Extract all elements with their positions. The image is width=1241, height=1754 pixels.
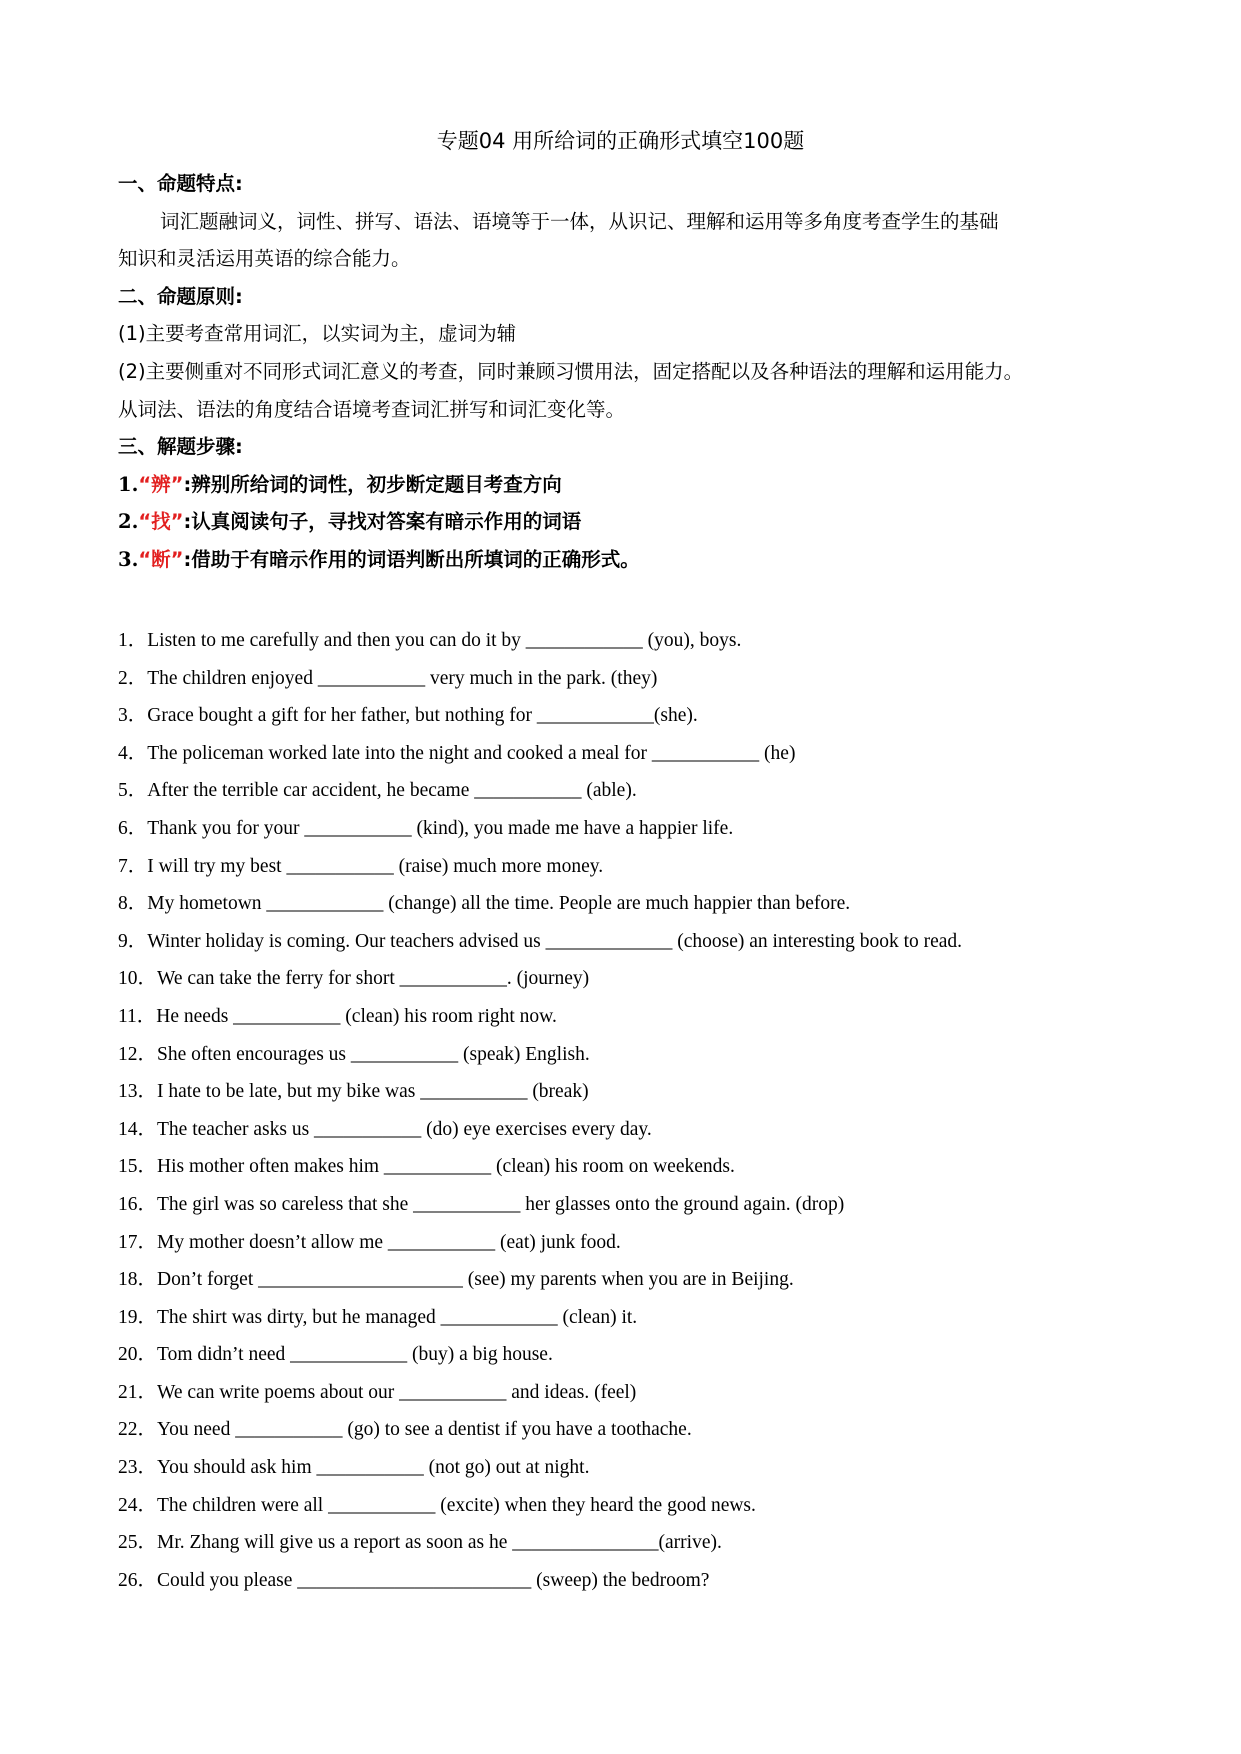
question-item — [118, 697, 1128, 735]
question-item — [118, 1036, 1128, 1074]
question-item — [118, 1336, 1128, 1374]
question-text: I will try my best ___________ (raise) much more money. — [147, 855, 604, 877]
features-text-line-1: 词汇题融词义，词性、拼写、语法、语境等于一体，从识记、理解和运用等多角度考查学生的基础 — [160, 209, 999, 233]
question-number: 2． — [118, 667, 148, 689]
question-text: Mr. Zhang will give us a report as soon as he _______________(arrive). — [157, 1532, 722, 1554]
step-text: :借助于有暗示作用的词语判断出所填词的正确形式。 — [183, 547, 640, 571]
question-item — [118, 772, 1128, 810]
question-number: 4． — [118, 742, 148, 764]
step-number: 3. — [118, 547, 139, 571]
question-item — [118, 998, 1128, 1036]
question-item — [118, 848, 1128, 886]
features-text-line-2: 知识和灵活运用英语的综合能力。 — [118, 247, 411, 271]
step-item — [118, 541, 1128, 579]
step-text: :辨别所给词的词性，初步断定题目考查方向 — [183, 472, 562, 496]
principle-2-line-2: 从词法、语法的角度结合语境考查词汇拼写和词汇变化等。 — [118, 397, 626, 421]
question-text: I hate to be late, but my bike was ___________ (break) — [157, 1081, 589, 1103]
question-item — [118, 1411, 1128, 1449]
question-number: 12． — [118, 1043, 158, 1065]
question-item — [118, 622, 1128, 660]
step-keyword: “断” — [138, 547, 184, 571]
question-item — [118, 1449, 1128, 1487]
question-number: 7． — [118, 855, 148, 877]
step-number: 1. — [118, 472, 139, 496]
question-number: 10． — [118, 968, 158, 990]
question-text: Could you please ________________________ (sweep) the bedroom? — [157, 1569, 710, 1591]
question-number: 26． — [118, 1569, 158, 1591]
question-number: 6． — [118, 817, 148, 839]
question-item — [118, 1261, 1128, 1299]
question-number: 15． — [118, 1156, 158, 1178]
question-text: The teacher asks us ___________ (do) eye exercises every day. — [157, 1118, 652, 1140]
question-item — [118, 1148, 1128, 1186]
question-number: 16． — [118, 1193, 158, 1215]
question-text: We can take the ferry for short ___________. (journey) — [157, 968, 590, 990]
question-text: The policeman worked late into the night and cooked a meal for ___________ (he) — [147, 742, 796, 764]
principle-2-line-1: (2)主要侧重对不同形式词汇意义的考查，同时兼顾习惯用法，固定搭配以及各种语法的理解和运用能力。 — [118, 359, 1024, 383]
question-item — [118, 1111, 1128, 1149]
question-text: After the terrible car accident, he became ___________ (able). — [147, 780, 637, 802]
question-text: The girl was so careless that she ___________ her glasses onto the ground again. (drop) — [157, 1193, 845, 1215]
question-number: 3． — [118, 705, 148, 727]
steps-heading: 三、解题步骤: — [118, 435, 243, 459]
question-text: Thank you for your ___________ (kind), you made me have a happier life. — [147, 817, 734, 839]
question-text: Tom didn’t need ____________ (buy) a big house. — [157, 1344, 553, 1366]
question-number: 17． — [118, 1231, 158, 1253]
question-number: 9． — [118, 930, 148, 952]
question-number: 25． — [118, 1532, 158, 1554]
question-item — [118, 1186, 1128, 1224]
features-heading: 一、命题特点: — [118, 172, 243, 195]
question-text: He needs ___________ (clean) his room right now. — [156, 1005, 557, 1027]
question-item — [118, 960, 1128, 998]
question-item — [118, 923, 1128, 961]
principles-heading: 二、命题原则: — [118, 284, 243, 308]
question-number: 19． — [118, 1306, 158, 1328]
question-item — [118, 1299, 1128, 1337]
question-item — [118, 1224, 1128, 1262]
question-text: The shirt was dirty, but he managed ____________ (clean) it. — [157, 1306, 638, 1328]
question-number: 18． — [118, 1269, 158, 1291]
question-number: 8． — [118, 893, 148, 915]
question-text: You need ___________ (go) to see a dentist if you have a toothache. — [157, 1419, 692, 1441]
question-text: Grace bought a gift for her father, but nothing for ____________(she). — [147, 705, 698, 727]
question-text: We can write poems about our ___________ and ideas. (feel) — [157, 1381, 637, 1403]
step-item — [118, 503, 1128, 541]
question-text: My mother doesn’t allow me ___________ (eat) junk food. — [157, 1231, 621, 1253]
question-number: 21． — [118, 1381, 158, 1403]
question-text: Listen to me carefully and then you can do it by ____________ (you), boys. — [147, 630, 742, 651]
intro-section — [118, 165, 1128, 579]
question-item — [118, 735, 1128, 773]
question-item — [118, 1374, 1128, 1412]
question-item — [118, 810, 1128, 848]
question-item — [118, 1524, 1128, 1562]
question-number: 14． — [118, 1118, 158, 1140]
question-list — [118, 622, 1128, 1599]
question-text: His mother often makes him ___________ (clean) his room on weekends. — [157, 1156, 735, 1178]
principle-1: (1)主要考查常用词汇，以实词为主，虚词为辅 — [118, 322, 517, 346]
question-item — [118, 660, 1128, 698]
question-text: My hometown ____________ (change) all the time. People are much happier than before. — [147, 893, 851, 915]
step-keyword: “辨” — [138, 472, 184, 496]
question-number: 20． — [118, 1344, 158, 1366]
question-item — [118, 885, 1128, 923]
step-item — [118, 466, 1128, 504]
question-text: She often encourages us ___________ (speak) English. — [157, 1043, 590, 1065]
question-item — [118, 1562, 1128, 1600]
question-text: The children enjoyed ___________ very much in the park. (they) — [147, 667, 658, 689]
step-keyword: “找” — [138, 510, 184, 534]
question-text: Winter holiday is coming. Our teachers advised us _____________ (choose) an interesting book to read. — [147, 930, 963, 952]
step-text: :认真阅读句子，寻找对答案有暗示作用的词语 — [183, 510, 582, 534]
question-number: 11． — [118, 1005, 157, 1027]
question-item — [118, 1487, 1128, 1525]
question-text: Don’t forget _____________________ (see) my parents when you are in Beijing. — [157, 1269, 794, 1291]
question-item — [118, 1073, 1128, 1111]
question-number: 24． — [118, 1494, 158, 1516]
step-number: 2. — [118, 510, 139, 534]
question-text: You should ask him ___________ (not go) out at night. — [157, 1457, 590, 1479]
question-number: 23． — [118, 1457, 158, 1479]
question-number: 1． — [118, 630, 148, 651]
question-number: 5． — [118, 780, 148, 802]
question-text: The children were all ___________ (excite) when they heard the good news. — [157, 1494, 756, 1516]
question-number: 22． — [118, 1419, 158, 1441]
question-number: 13． — [118, 1081, 158, 1103]
page-title: 专题04 用所给词的正确形式填空100题 — [436, 129, 805, 153]
